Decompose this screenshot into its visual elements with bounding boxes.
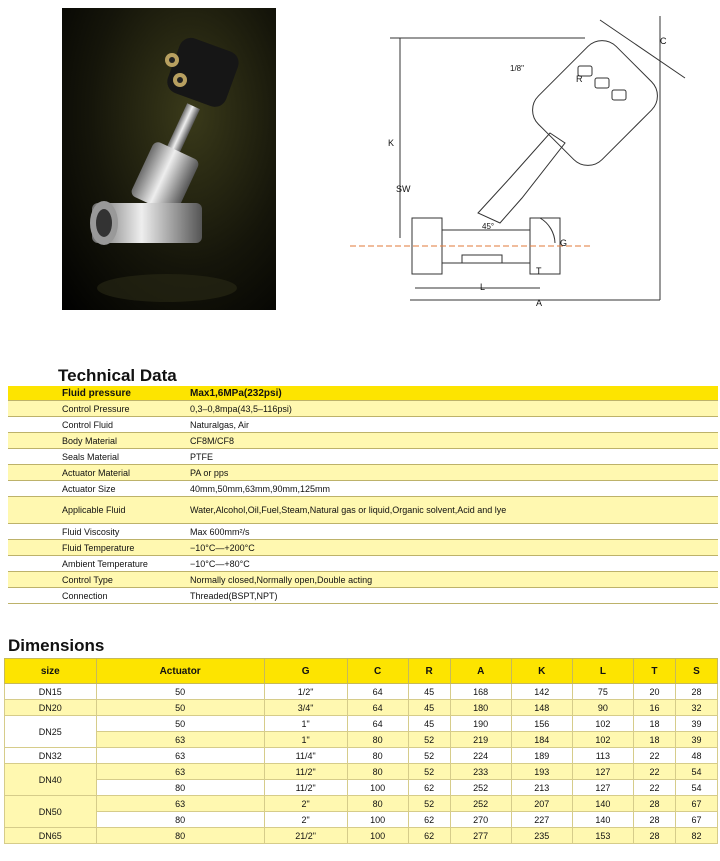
table-cell: 20 bbox=[633, 684, 675, 700]
drawing-label-k: K bbox=[388, 138, 395, 148]
table-cell: 80 bbox=[347, 796, 408, 812]
table-cell: 207 bbox=[511, 796, 572, 812]
table-cell: 11/2" bbox=[264, 780, 347, 796]
table-cell: 142 bbox=[511, 684, 572, 700]
tech-label: Ambient Temperature bbox=[8, 556, 186, 572]
table-cell: 63 bbox=[96, 748, 264, 764]
tech-value: −10°C—+200°C bbox=[186, 540, 718, 556]
table-cell: 90 bbox=[572, 700, 633, 716]
column-header: K bbox=[511, 659, 572, 684]
table-cell: 22 bbox=[633, 780, 675, 796]
size-cell: DN32 bbox=[5, 748, 97, 764]
tech-header-label: Fluid pressure bbox=[8, 386, 186, 401]
column-header: L bbox=[572, 659, 633, 684]
table-cell: 193 bbox=[511, 764, 572, 780]
tech-value: 40mm,50mm,63mm,90mm,125mm bbox=[186, 481, 718, 497]
table-cell: 48 bbox=[675, 748, 717, 764]
tech-label: Applicable Fluid bbox=[8, 497, 186, 524]
size-cell: DN40 bbox=[5, 764, 97, 796]
table-row bbox=[5, 684, 718, 700]
tech-label: Connection bbox=[8, 588, 186, 604]
drawing-label-l: L bbox=[480, 282, 486, 292]
tech-label: Body Material bbox=[8, 433, 186, 449]
table-cell: 67 bbox=[675, 812, 717, 828]
drawing-label-angle: 45° bbox=[482, 222, 495, 231]
table-row bbox=[8, 497, 718, 524]
tech-value: Water,Alcohol,Oil,Fuel,Steam,Natural gas or liquid,Organic solvent,Acid and lye bbox=[186, 497, 718, 524]
table-cell: 270 bbox=[450, 812, 511, 828]
table-cell: 80 bbox=[96, 812, 264, 828]
table-cell: 39 bbox=[675, 732, 717, 748]
table-row bbox=[8, 401, 718, 417]
table-cell: 102 bbox=[572, 716, 633, 732]
table-cell: 168 bbox=[450, 684, 511, 700]
table-cell: 140 bbox=[572, 812, 633, 828]
table-cell: 21/2" bbox=[264, 828, 347, 844]
table-row bbox=[8, 588, 718, 604]
size-cell: DN50 bbox=[5, 796, 97, 828]
tech-label: Actuator Size bbox=[8, 481, 186, 497]
table-cell: 153 bbox=[572, 828, 633, 844]
tech-value: Normally closed,Normally open,Double acting bbox=[186, 572, 718, 588]
drawing-label-g: G bbox=[560, 238, 568, 248]
table-cell: 80 bbox=[347, 748, 408, 764]
tech-value: Threaded(BSPT,NPT) bbox=[186, 588, 718, 604]
table-header-row bbox=[5, 659, 718, 684]
table-cell: 190 bbox=[450, 716, 511, 732]
table-cell: 235 bbox=[511, 828, 572, 844]
drawing-label-a: A bbox=[536, 298, 543, 308]
table-cell: 113 bbox=[572, 748, 633, 764]
tech-value: PTFE bbox=[186, 449, 718, 465]
table-cell: 50 bbox=[96, 684, 264, 700]
table-cell: 80 bbox=[347, 764, 408, 780]
table-row bbox=[8, 572, 718, 588]
column-header: C bbox=[347, 659, 408, 684]
table-cell: 252 bbox=[450, 780, 511, 796]
table-cell: 219 bbox=[450, 732, 511, 748]
tech-label: Control Fluid bbox=[8, 417, 186, 433]
column-header: size bbox=[5, 659, 97, 684]
technical-data-title: Technical Data bbox=[58, 366, 177, 385]
tech-label: Actuator Material bbox=[8, 465, 186, 481]
table-cell: 28 bbox=[675, 684, 717, 700]
table-row bbox=[8, 417, 718, 433]
table-cell: 277 bbox=[450, 828, 511, 844]
table-row bbox=[5, 780, 718, 796]
table-cell: 32 bbox=[675, 700, 717, 716]
table-cell: 127 bbox=[572, 764, 633, 780]
tech-value: −10°C—+80°C bbox=[186, 556, 718, 572]
table-cell: 100 bbox=[347, 812, 408, 828]
size-cell: DN25 bbox=[5, 716, 97, 748]
table-cell: 45 bbox=[408, 716, 450, 732]
table-cell: 63 bbox=[96, 732, 264, 748]
table-cell: 63 bbox=[96, 764, 264, 780]
table-row bbox=[5, 700, 718, 716]
table-cell: 18 bbox=[633, 732, 675, 748]
tech-label: Control Type bbox=[8, 572, 186, 588]
table-cell: 1" bbox=[264, 716, 347, 732]
tech-value: CF8M/CF8 bbox=[186, 433, 718, 449]
dimensions-table bbox=[4, 658, 718, 844]
column-header: Actuator bbox=[96, 659, 264, 684]
table-cell: 52 bbox=[408, 732, 450, 748]
table-cell: 156 bbox=[511, 716, 572, 732]
table-cell: 52 bbox=[408, 796, 450, 812]
table-cell: 11/2" bbox=[264, 764, 347, 780]
table-cell: 64 bbox=[347, 716, 408, 732]
table-cell: 189 bbox=[511, 748, 572, 764]
table-cell: 11/4" bbox=[264, 748, 347, 764]
tech-value: 0,3–0,8mpa(43,5–116psi) bbox=[186, 401, 718, 417]
table-cell: 50 bbox=[96, 700, 264, 716]
table-cell: 67 bbox=[675, 796, 717, 812]
table-cell: 28 bbox=[633, 828, 675, 844]
table-cell: 1/2" bbox=[264, 684, 347, 700]
column-header: A bbox=[450, 659, 511, 684]
table-row bbox=[5, 732, 718, 748]
table-row bbox=[8, 556, 718, 572]
drawing-label-t: T bbox=[536, 266, 542, 276]
table-cell: 224 bbox=[450, 748, 511, 764]
table-cell: 52 bbox=[408, 748, 450, 764]
table-row bbox=[8, 540, 718, 556]
drawing-label-sw: SW bbox=[396, 184, 411, 194]
table-cell: 62 bbox=[408, 812, 450, 828]
table-cell: 22 bbox=[633, 764, 675, 780]
table-cell: 64 bbox=[347, 684, 408, 700]
size-cell: DN15 bbox=[5, 684, 97, 700]
column-header: S bbox=[675, 659, 717, 684]
table-cell: 80 bbox=[96, 828, 264, 844]
table-row bbox=[8, 524, 718, 540]
table-row bbox=[5, 716, 718, 732]
table-cell: 100 bbox=[347, 828, 408, 844]
dimensions-title: Dimensions bbox=[8, 636, 105, 655]
table-cell: 2" bbox=[264, 796, 347, 812]
column-header: T bbox=[633, 659, 675, 684]
size-cell: DN65 bbox=[5, 828, 97, 844]
table-cell: 52 bbox=[408, 764, 450, 780]
column-header: G bbox=[264, 659, 347, 684]
table-row bbox=[5, 764, 718, 780]
tech-label: Fluid Temperature bbox=[8, 540, 186, 556]
tech-value: Max 600mm²/s bbox=[186, 524, 718, 540]
table-cell: 62 bbox=[408, 828, 450, 844]
table-cell: 16 bbox=[633, 700, 675, 716]
table-cell: 1" bbox=[264, 732, 347, 748]
drawing-label-c: C bbox=[660, 36, 667, 46]
table-cell: 102 bbox=[572, 732, 633, 748]
table-row bbox=[5, 748, 718, 764]
table-cell: 233 bbox=[450, 764, 511, 780]
table-row bbox=[5, 796, 718, 812]
table-cell: 184 bbox=[511, 732, 572, 748]
column-header: R bbox=[408, 659, 450, 684]
table-cell: 80 bbox=[96, 780, 264, 796]
table-cell: 50 bbox=[96, 716, 264, 732]
table-row bbox=[5, 828, 718, 844]
table-cell: 64 bbox=[347, 700, 408, 716]
table-cell: 3/4" bbox=[264, 700, 347, 716]
table-cell: 80 bbox=[347, 732, 408, 748]
table-cell: 100 bbox=[347, 780, 408, 796]
table-cell: 18 bbox=[633, 716, 675, 732]
technical-data-table bbox=[8, 386, 718, 604]
valve-photo bbox=[62, 8, 276, 310]
table-row bbox=[8, 465, 718, 481]
drawing-label-port: 1/8" bbox=[510, 64, 524, 73]
tech-value: PA or pps bbox=[186, 465, 718, 481]
table-cell: 45 bbox=[408, 700, 450, 716]
table-row bbox=[5, 812, 718, 828]
table-cell: 75 bbox=[572, 684, 633, 700]
table-row bbox=[8, 433, 718, 449]
table-cell: 213 bbox=[511, 780, 572, 796]
tech-value: Naturalgas, Air bbox=[186, 417, 718, 433]
table-cell: 28 bbox=[633, 812, 675, 828]
table-cell: 140 bbox=[572, 796, 633, 812]
table-cell: 62 bbox=[408, 780, 450, 796]
table-cell: 227 bbox=[511, 812, 572, 828]
table-cell: 39 bbox=[675, 716, 717, 732]
table-cell: 252 bbox=[450, 796, 511, 812]
table-row bbox=[8, 449, 718, 465]
table-cell: 45 bbox=[408, 684, 450, 700]
dimension-drawing bbox=[350, 8, 710, 308]
table-cell: 54 bbox=[675, 780, 717, 796]
table-cell: 2" bbox=[264, 812, 347, 828]
table-cell: 63 bbox=[96, 796, 264, 812]
table-cell: 54 bbox=[675, 764, 717, 780]
table-cell: 180 bbox=[450, 700, 511, 716]
table-row bbox=[8, 386, 718, 401]
size-cell: DN20 bbox=[5, 700, 97, 716]
table-cell: 22 bbox=[633, 748, 675, 764]
tech-label: Seals Material bbox=[8, 449, 186, 465]
drawing-label-r: R bbox=[576, 74, 583, 84]
table-cell: 148 bbox=[511, 700, 572, 716]
tech-header-value: Max1,6MPa(232psi) bbox=[186, 386, 718, 401]
table-cell: 28 bbox=[633, 796, 675, 812]
tech-label: Control Pressure bbox=[8, 401, 186, 417]
tech-label: Fluid Viscosity bbox=[8, 524, 186, 540]
table-cell: 82 bbox=[675, 828, 717, 844]
table-cell: 127 bbox=[572, 780, 633, 796]
table-row bbox=[8, 481, 718, 497]
